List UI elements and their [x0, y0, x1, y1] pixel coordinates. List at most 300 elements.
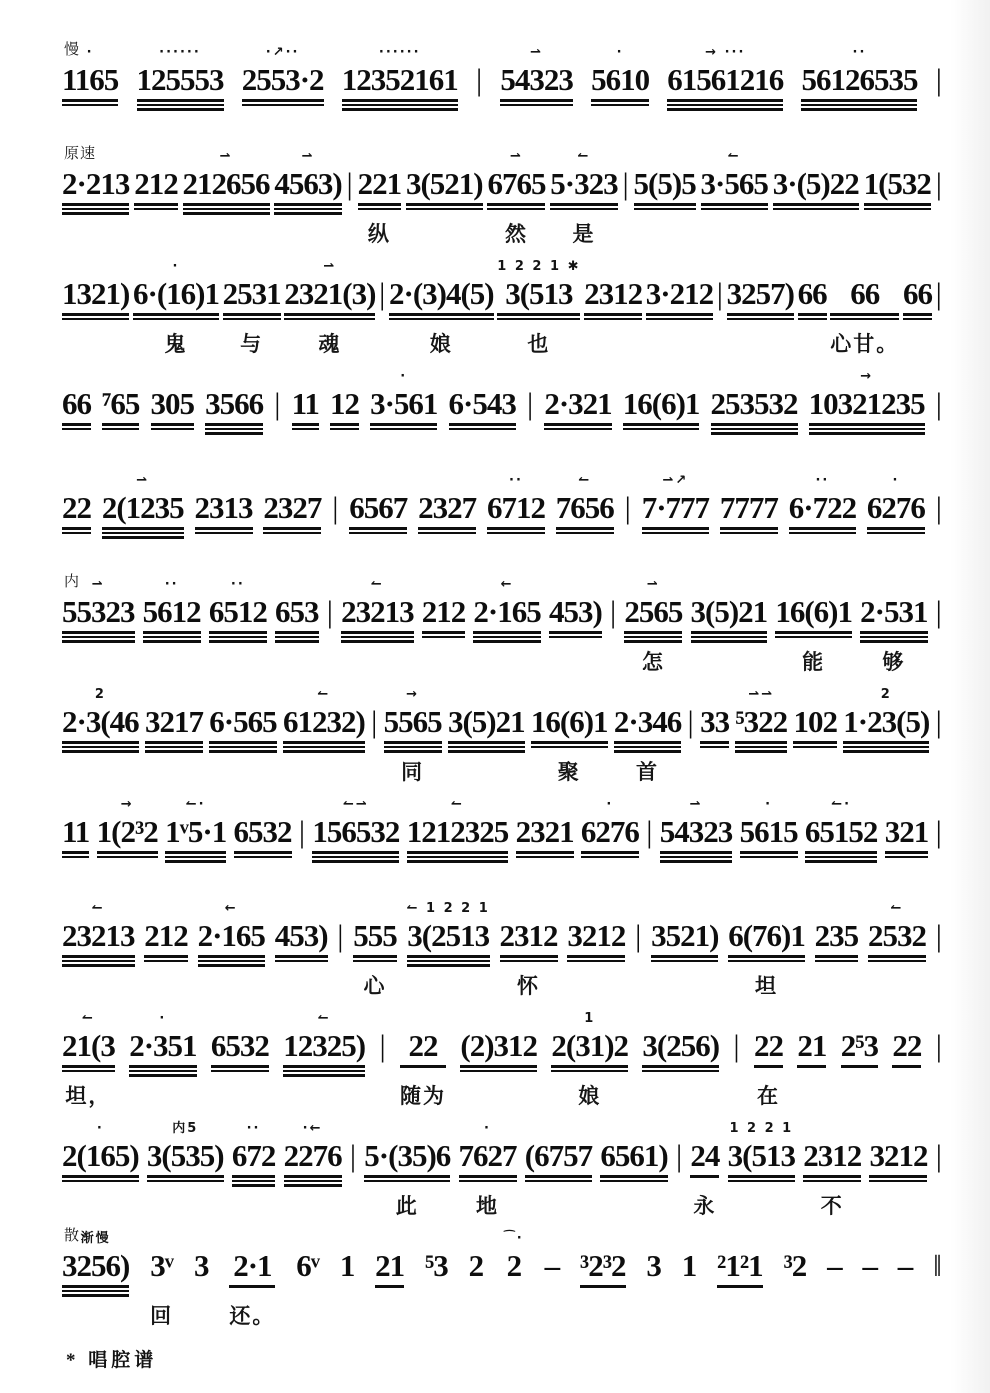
beam-underlines	[422, 629, 466, 644]
beam-underlines	[407, 849, 509, 864]
beam-underlines	[504, 1283, 524, 1298]
note-digits: 3(5)21	[690, 594, 768, 629]
beam-underlines	[775, 629, 852, 644]
barline	[299, 794, 305, 864]
note-group	[283, 684, 365, 787]
beam-line	[342, 108, 458, 111]
beam-line	[274, 203, 341, 206]
beam-line	[775, 631, 852, 634]
note-digits: 3·561	[370, 386, 438, 421]
beam-underlines	[797, 1063, 826, 1078]
note-group	[274, 146, 341, 249]
beam-line	[143, 636, 201, 639]
beam-line	[550, 208, 617, 211]
note-digits: ³2	[783, 1248, 807, 1283]
note-group	[646, 1228, 661, 1331]
beam-line	[143, 631, 201, 634]
beam-underlines	[500, 97, 573, 112]
beam-underlines	[62, 1283, 129, 1298]
beam-underlines	[198, 953, 265, 968]
beam-underlines	[284, 1173, 342, 1188]
note-group	[660, 794, 733, 864]
beam-line	[183, 208, 270, 211]
note-digits: 2·531	[860, 594, 928, 629]
beam-line	[581, 856, 639, 859]
beam-line	[500, 960, 558, 963]
note-digits: 2565	[624, 594, 683, 629]
beam-line	[151, 428, 195, 431]
beam-line	[209, 640, 267, 643]
note-group	[223, 256, 281, 359]
beam-underlines	[129, 1063, 196, 1078]
beam-line	[727, 318, 794, 321]
beam-line	[234, 851, 292, 854]
note-group	[898, 1228, 913, 1331]
beam-underlines	[62, 953, 135, 968]
beam-line	[165, 856, 226, 859]
ornament-marks: ·	[765, 797, 773, 812]
beam-line	[129, 1074, 196, 1077]
beam-underlines	[936, 953, 942, 968]
beam-line	[198, 955, 265, 958]
note-group	[292, 366, 319, 436]
beam-line	[292, 428, 319, 431]
ornament-marks: → ···	[705, 45, 746, 60]
barline-glyph: |	[635, 918, 642, 953]
beam-underlines	[327, 629, 333, 644]
beam-line	[62, 527, 91, 530]
note-group	[789, 470, 856, 540]
beam-underlines	[580, 1283, 626, 1298]
note-group	[384, 684, 442, 787]
beam-line	[516, 851, 574, 854]
beam-line	[145, 746, 203, 749]
beam-line	[62, 741, 139, 744]
beam-line	[62, 428, 91, 431]
beam-line	[448, 750, 525, 753]
beam-line	[341, 636, 414, 639]
lyric-text: 永	[693, 1194, 717, 1218]
note-group	[62, 1118, 139, 1221]
beam-underlines	[209, 629, 267, 644]
note-group	[754, 1008, 783, 1111]
note-digits: ⁵322	[735, 704, 788, 739]
note-digits: 5612	[142, 594, 201, 629]
note-digits: 555	[353, 918, 397, 953]
beam-underlines	[358, 201, 402, 216]
beam-line	[549, 636, 602, 639]
note-digits: 156532	[312, 814, 400, 849]
note-digits: 3·(5)22	[772, 166, 859, 201]
note-digits: 22	[754, 1028, 783, 1063]
note-group	[165, 794, 226, 864]
ornament-marks: ⇀	[510, 149, 523, 164]
beam-line	[867, 532, 925, 535]
beam-line	[62, 1065, 115, 1068]
beam-underlines	[830, 311, 899, 326]
beam-line	[242, 104, 324, 107]
note-group	[370, 366, 437, 436]
barline-glyph: |	[622, 166, 629, 201]
beam-line	[701, 203, 768, 206]
ornament-marks: ··	[509, 473, 523, 488]
barline-glyph: |	[935, 918, 942, 953]
note-group	[504, 1228, 524, 1331]
beam-underlines	[892, 1063, 921, 1078]
beam-line	[144, 955, 188, 958]
beam-line	[234, 856, 292, 859]
beam-line	[868, 955, 926, 958]
beam-underlines	[936, 311, 942, 326]
beam-line	[735, 741, 787, 744]
beam-line	[500, 99, 573, 102]
note-group	[375, 1228, 404, 1331]
note-group	[728, 898, 805, 1001]
note-digits: ⁵3	[425, 1248, 448, 1283]
note-digits: –	[897, 1248, 913, 1283]
beam-underlines	[717, 1283, 763, 1298]
measure-row	[62, 256, 942, 359]
note-group	[144, 898, 188, 1001]
beam-line	[312, 851, 399, 854]
beam-line	[551, 1065, 628, 1068]
beam-underlines	[584, 311, 642, 326]
beam-underlines	[843, 739, 929, 754]
note-group	[717, 1228, 763, 1331]
note-digits: 2·321	[544, 386, 612, 421]
beam-line	[223, 313, 281, 316]
note-group	[500, 42, 573, 112]
ornament-marks: ⇀	[689, 797, 703, 812]
beam-underlines	[62, 311, 129, 326]
measure-row	[62, 684, 942, 787]
lyric-text: 随为	[400, 1084, 447, 1108]
beam-line	[418, 527, 476, 530]
beam-line	[691, 640, 768, 643]
note-digits: 1	[681, 1248, 697, 1283]
note-digits: 2321(3)	[284, 276, 376, 311]
note-digits: (6757	[524, 1138, 593, 1173]
ornament-marks: ⁀·	[504, 1231, 524, 1246]
beam-line	[151, 423, 195, 426]
beam-line	[137, 99, 224, 102]
beam-line	[544, 428, 611, 431]
beam-line	[801, 99, 917, 102]
beam-line	[406, 203, 483, 206]
beam-line	[389, 318, 494, 321]
beam-line	[735, 746, 787, 749]
beam-underlines	[500, 953, 558, 968]
note-digits: 66	[62, 386, 91, 421]
beam-underlines	[283, 1063, 365, 1078]
beam-line	[487, 208, 545, 211]
beam-underlines	[717, 311, 723, 326]
beam-line	[642, 532, 709, 535]
note-digits: 2313	[194, 490, 253, 525]
beam-underlines	[841, 1063, 878, 1078]
beam-line	[642, 527, 709, 530]
note-group	[581, 794, 639, 864]
beam-line	[62, 1070, 115, 1073]
note-group	[868, 898, 926, 1001]
ornament-marks: ↼	[370, 577, 384, 592]
lyric-text: 能	[802, 650, 826, 674]
note-digits: 6532	[210, 1028, 269, 1063]
note-group	[134, 146, 178, 249]
note-digits: 61232)	[282, 704, 365, 739]
note-group	[497, 256, 580, 359]
ornament-marks: ⇀↗	[662, 473, 689, 488]
beam-underlines	[809, 421, 925, 436]
note-group	[525, 1118, 592, 1221]
beam-line	[274, 208, 341, 211]
note-digits: 305	[150, 386, 195, 421]
ornament-marks: 1 2 2 1 ✱	[497, 259, 581, 274]
beam-line	[720, 532, 778, 535]
beam-line	[62, 636, 135, 639]
beam-line	[133, 313, 219, 316]
beam-line	[209, 741, 276, 744]
beam-underlines	[936, 629, 942, 644]
beam-underlines	[733, 1063, 739, 1078]
note-group	[885, 794, 929, 864]
score-line	[62, 794, 942, 864]
note-group	[353, 898, 397, 1001]
barline	[936, 42, 942, 112]
note-group	[803, 1118, 861, 1221]
note-group	[735, 684, 787, 787]
beam-line	[284, 1184, 342, 1187]
beam-line	[614, 741, 681, 744]
note-digits: 3(521)	[405, 166, 483, 201]
beam-line	[803, 1175, 861, 1178]
measure-row	[62, 470, 942, 540]
ornament-marks: ↼⇀	[343, 797, 369, 812]
note-digits: 24	[690, 1138, 720, 1173]
note-digits: 6712	[486, 490, 545, 525]
note-digits: 2·351	[129, 1028, 197, 1063]
beam-underlines	[449, 421, 516, 436]
beam-line	[62, 1294, 129, 1297]
beam-line	[487, 527, 545, 530]
note-digits: 54323	[659, 814, 733, 849]
beam-line	[892, 1065, 921, 1068]
beam-underlines	[134, 201, 178, 216]
note-group	[809, 366, 925, 436]
beam-line	[407, 960, 490, 963]
note-group	[805, 794, 878, 864]
beam-line	[809, 432, 925, 435]
note-group	[867, 470, 925, 540]
note-group	[841, 1008, 878, 1111]
note-digits: 3	[646, 1248, 661, 1283]
beam-underlines	[720, 525, 778, 540]
note-digits: 2532	[867, 918, 926, 953]
beam-line	[516, 856, 574, 859]
lyric-text: 在	[757, 1084, 780, 1108]
beam-underlines	[299, 849, 305, 864]
note-group	[62, 366, 91, 436]
lyric-text: 怀	[517, 974, 541, 998]
beam-underlines	[869, 1173, 927, 1188]
note-digits: 212	[134, 166, 178, 201]
beam-line	[62, 746, 139, 749]
beam-underlines	[783, 1283, 806, 1298]
beam-underlines	[754, 1063, 783, 1078]
note-group	[151, 366, 195, 436]
beam-underlines	[805, 849, 878, 864]
barline	[688, 684, 694, 787]
note-digits: 4563)	[274, 166, 342, 201]
note-digits: 2276	[283, 1138, 342, 1173]
beam-line	[284, 318, 375, 321]
note-digits: 11	[291, 386, 319, 421]
beam-line	[567, 960, 625, 963]
beam-underlines	[151, 421, 195, 436]
beam-underlines	[183, 201, 270, 216]
beam-line	[667, 104, 783, 107]
note-digits: 6276	[580, 814, 639, 849]
beam-underlines	[728, 953, 805, 968]
beam-line	[797, 1065, 826, 1068]
note-digits: 2553·2	[241, 62, 324, 97]
note-group	[830, 256, 899, 359]
note-digits: 3212	[869, 1138, 928, 1173]
beam-line	[283, 1074, 365, 1077]
note-group	[102, 366, 139, 436]
note-digits: 2	[506, 1248, 522, 1283]
measure-row	[62, 574, 942, 677]
barline-glyph: |	[733, 1028, 740, 1063]
beam-line	[284, 313, 375, 316]
note-digits: 66	[902, 276, 932, 311]
note-group	[209, 684, 276, 787]
barline-glyph: |	[274, 386, 281, 421]
beam-underlines	[150, 1283, 173, 1298]
score-line	[62, 146, 942, 249]
barline-glyph: |	[675, 1138, 683, 1173]
beam-line	[646, 313, 713, 316]
note-group	[843, 684, 929, 787]
beam-underlines	[487, 525, 545, 540]
barline-glyph: |	[475, 62, 483, 97]
note-group	[460, 1008, 537, 1111]
note-group	[516, 794, 574, 864]
beam-underlines	[600, 1173, 667, 1188]
beam-underlines	[936, 525, 942, 540]
beam-line	[448, 741, 525, 744]
note-group	[591, 42, 649, 112]
note-group	[701, 146, 768, 249]
beam-line	[459, 1175, 517, 1178]
beam-line	[869, 1180, 927, 1183]
barline-glyph: |	[349, 1138, 357, 1173]
note-digits: 6·(16)1	[132, 276, 219, 311]
beam-underlines	[682, 1283, 697, 1298]
note-group	[364, 1118, 450, 1221]
barline-glyph: |	[935, 490, 942, 525]
beam-line	[242, 99, 324, 102]
note-group	[209, 574, 267, 677]
beam-underlines	[97, 849, 158, 864]
beam-underlines	[347, 201, 353, 216]
beam-line	[803, 1180, 861, 1183]
beam-line	[805, 851, 878, 854]
beam-line	[525, 1180, 592, 1183]
beam-underlines	[625, 525, 631, 540]
barline-glyph: |	[687, 704, 694, 739]
ornament-marks: 内5	[172, 1121, 199, 1136]
note-digits: 54323	[500, 62, 573, 97]
ornament-marks: ←	[224, 901, 238, 916]
beam-underlines	[676, 1173, 682, 1188]
beam-underlines	[860, 629, 927, 644]
lyric-text: 地	[476, 1194, 500, 1218]
beam-line	[623, 428, 700, 431]
barline-glyph: |	[935, 1028, 942, 1063]
lyric-text: 魂	[318, 332, 342, 356]
ornament-marks: ↼	[727, 149, 741, 164]
beam-underlines	[936, 201, 942, 216]
note-digits: 672	[231, 1138, 276, 1173]
note-group	[194, 1228, 209, 1331]
ornament-marks: ·←	[302, 1121, 323, 1136]
beam-line	[353, 955, 397, 958]
note-group	[341, 574, 414, 677]
note-digits: 653	[275, 594, 319, 629]
note-group	[62, 256, 129, 359]
beam-line	[232, 1180, 276, 1183]
beam-underlines	[62, 629, 135, 644]
beam-underlines	[868, 953, 926, 968]
beam-underlines	[350, 1173, 356, 1188]
beam-line	[407, 856, 509, 859]
beam-underlines	[827, 1283, 842, 1298]
note-group	[682, 1228, 697, 1331]
tempo-label: 原速	[64, 146, 97, 162]
beam-line	[147, 1175, 224, 1178]
barline	[527, 366, 533, 436]
beam-underlines	[234, 849, 292, 864]
beam-underlines	[531, 739, 608, 754]
beam-line	[690, 1175, 719, 1178]
lyric-text: 然	[504, 222, 528, 246]
beam-underlines	[370, 421, 437, 436]
beam-line	[700, 741, 729, 744]
ornament-marks: →	[406, 687, 420, 702]
note-group	[133, 256, 219, 359]
note-digits: 3(5)21	[447, 704, 525, 739]
beam-line	[407, 851, 509, 854]
note-digits: ⁷65	[102, 386, 140, 421]
beam-line	[701, 208, 768, 211]
beam-underlines	[700, 739, 729, 754]
beam-underlines	[232, 1173, 276, 1188]
note-digits: 3257)	[726, 276, 794, 311]
note-digits: 453)	[274, 918, 328, 953]
note-group	[500, 898, 558, 1001]
beam-underlines	[62, 97, 118, 112]
note-group	[275, 574, 319, 677]
beam-line	[624, 640, 682, 643]
ornament-marks: ·	[892, 473, 900, 488]
ornament-marks: ←	[500, 577, 514, 592]
ornament-marks: ··	[164, 577, 179, 592]
beam-line	[775, 636, 852, 639]
note-digits: 3566	[205, 386, 264, 421]
beam-line	[843, 746, 929, 749]
beam-line	[198, 964, 265, 967]
